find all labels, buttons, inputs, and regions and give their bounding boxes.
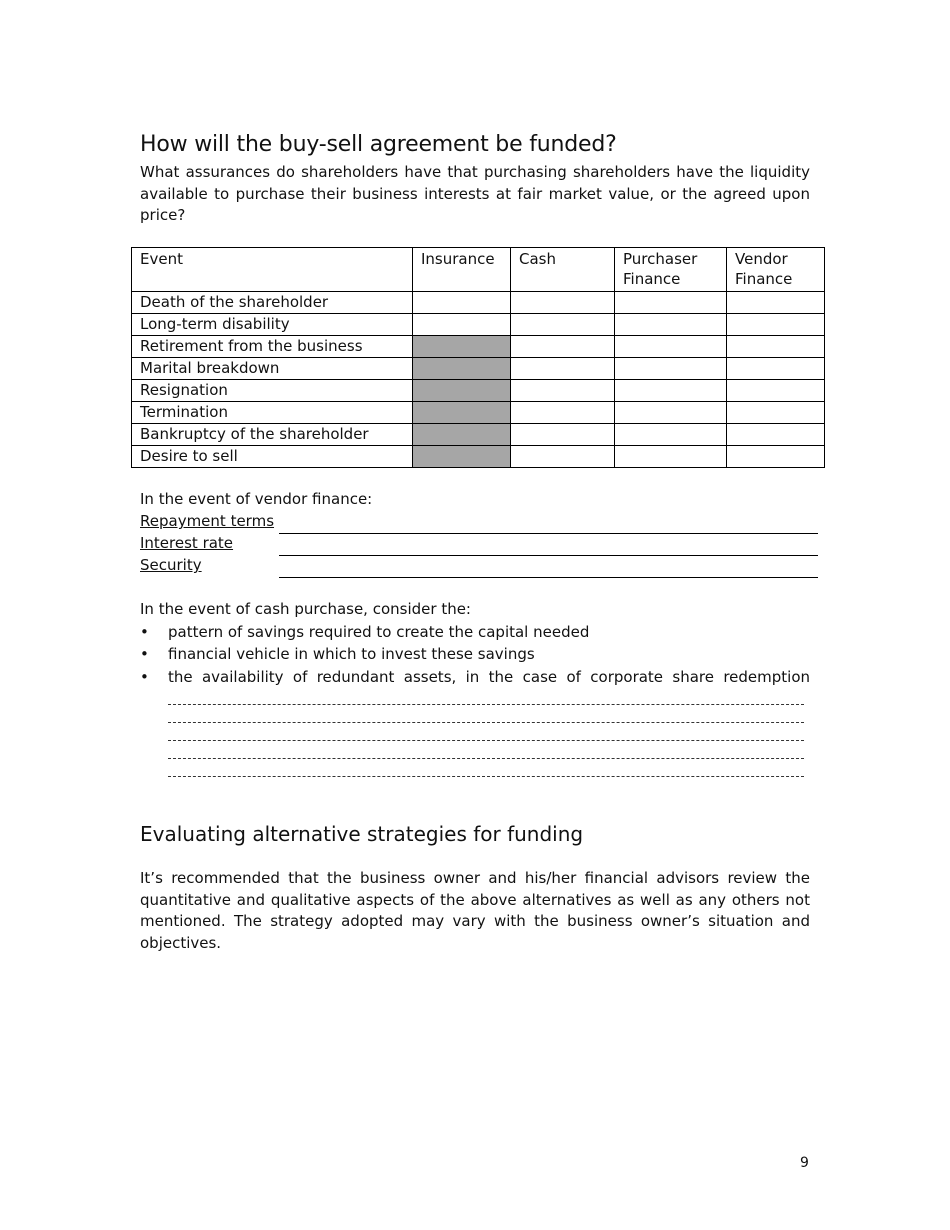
bullet-glyph: • — [140, 668, 149, 686]
page-title: How will the buy-sell agreement be funded? — [140, 132, 617, 157]
bullet-glyph: • — [140, 623, 149, 641]
purchaser-finance-cell[interactable] — [615, 358, 727, 380]
interest-rate-field[interactable] — [279, 555, 818, 556]
insurance-cell — [413, 380, 511, 402]
cash-cell[interactable] — [511, 292, 615, 314]
list-item — [140, 645, 535, 663]
event-cell: Bankruptcy of the shareholder — [132, 424, 413, 446]
purchaser-finance-cell[interactable] — [615, 402, 727, 424]
vendor-finance-cell[interactable] — [727, 336, 825, 358]
interest-rate-row — [140, 534, 233, 552]
table-row — [132, 336, 825, 358]
vendor-finance-cell[interactable] — [727, 402, 825, 424]
table-row — [132, 446, 825, 468]
insurance-cell — [413, 358, 511, 380]
insurance-cell — [413, 336, 511, 358]
header-event: Event — [132, 248, 413, 292]
security-row — [140, 556, 202, 574]
cash-purchase-label: In the event of cash purchase, consider the: — [140, 600, 471, 618]
header-vendor-finance: Vendor Finance — [727, 248, 825, 292]
table-row — [132, 292, 825, 314]
event-cell: Desire to sell — [132, 446, 413, 468]
event-cell: Marital breakdown — [132, 358, 413, 380]
event-cell: Long-term disability — [132, 314, 413, 336]
page-number: 9 — [800, 1155, 809, 1171]
vendor-finance-cell[interactable] — [727, 358, 825, 380]
security-field[interactable] — [279, 577, 818, 578]
event-cell: Termination — [132, 402, 413, 424]
closing-paragraph: It’s recommended that the business owner and his/her financial advisors review the quantitative and qualitative aspects of the above alternatives as well as any others not mentioned. The strategy adopted may vary with the business owner’s situation and objectives. — [140, 869, 810, 952]
write-in-line[interactable] — [168, 758, 804, 759]
insurance-cell — [413, 424, 511, 446]
list-item-text: financial vehicle in which to invest these savings — [168, 645, 535, 663]
insurance-cell[interactable] — [413, 314, 511, 336]
purchaser-finance-cell[interactable] — [615, 314, 727, 336]
purchaser-finance-cell[interactable] — [615, 446, 727, 468]
event-cell: Death of the shareholder — [132, 292, 413, 314]
vendor-finance-label: In the event of vendor finance: — [140, 490, 373, 508]
write-in-line[interactable] — [168, 704, 804, 705]
section-heading: Evaluating alternative strategies for funding — [140, 822, 584, 846]
purchaser-finance-cell[interactable] — [615, 336, 727, 358]
header-cash: Cash — [511, 248, 615, 292]
purchaser-finance-cell[interactable] — [615, 424, 727, 446]
funding-table — [131, 247, 825, 468]
list-item — [140, 623, 589, 641]
table-row — [132, 358, 825, 380]
header-insurance: Insurance — [413, 248, 511, 292]
write-in-line[interactable] — [168, 776, 804, 777]
repayment-terms-label: Repayment terms — [140, 512, 275, 530]
cash-cell[interactable] — [511, 358, 615, 380]
vendor-finance-cell[interactable] — [727, 380, 825, 402]
event-cell: Retirement from the business — [132, 336, 413, 358]
vendor-finance-cell[interactable] — [727, 292, 825, 314]
table-row — [132, 314, 825, 336]
table-header-row — [132, 248, 825, 292]
table-row — [132, 380, 825, 402]
cash-cell[interactable] — [511, 336, 615, 358]
security-label: Security — [140, 556, 202, 574]
cash-cell[interactable] — [511, 424, 615, 446]
purchaser-finance-cell[interactable] — [615, 292, 727, 314]
vendor-finance-cell[interactable] — [727, 314, 825, 336]
list-item-text: the availability of redundant assets, in the case of corporate share redemption — [168, 668, 810, 686]
intro-paragraph: What assurances do shareholders have that purchasing shareholders have the liquidity available to purchase their business interests at fair market value, or the agreed upon price? — [140, 163, 810, 224]
cash-cell[interactable] — [511, 446, 615, 468]
insurance-cell — [413, 446, 511, 468]
cash-cell[interactable] — [511, 380, 615, 402]
write-in-line[interactable] — [168, 740, 804, 741]
interest-rate-label: Interest rate — [140, 534, 234, 552]
list-item-text: pattern of savings required to create the capital needed — [168, 623, 590, 641]
header-purchaser-finance: Purchaser Finance — [615, 248, 727, 292]
repayment-terms-field[interactable] — [279, 533, 818, 534]
cash-cell[interactable] — [511, 402, 615, 424]
write-in-line[interactable] — [168, 722, 804, 723]
bullet-glyph: • — [140, 645, 149, 663]
repayment-terms-row — [140, 512, 274, 530]
table-row — [132, 424, 825, 446]
insurance-cell — [413, 402, 511, 424]
table-row — [132, 402, 825, 424]
vendor-finance-cell[interactable] — [727, 446, 825, 468]
cash-cell[interactable] — [511, 314, 615, 336]
event-cell: Resignation — [132, 380, 413, 402]
vendor-finance-cell[interactable] — [727, 424, 825, 446]
purchaser-finance-cell[interactable] — [615, 380, 727, 402]
insurance-cell[interactable] — [413, 292, 511, 314]
